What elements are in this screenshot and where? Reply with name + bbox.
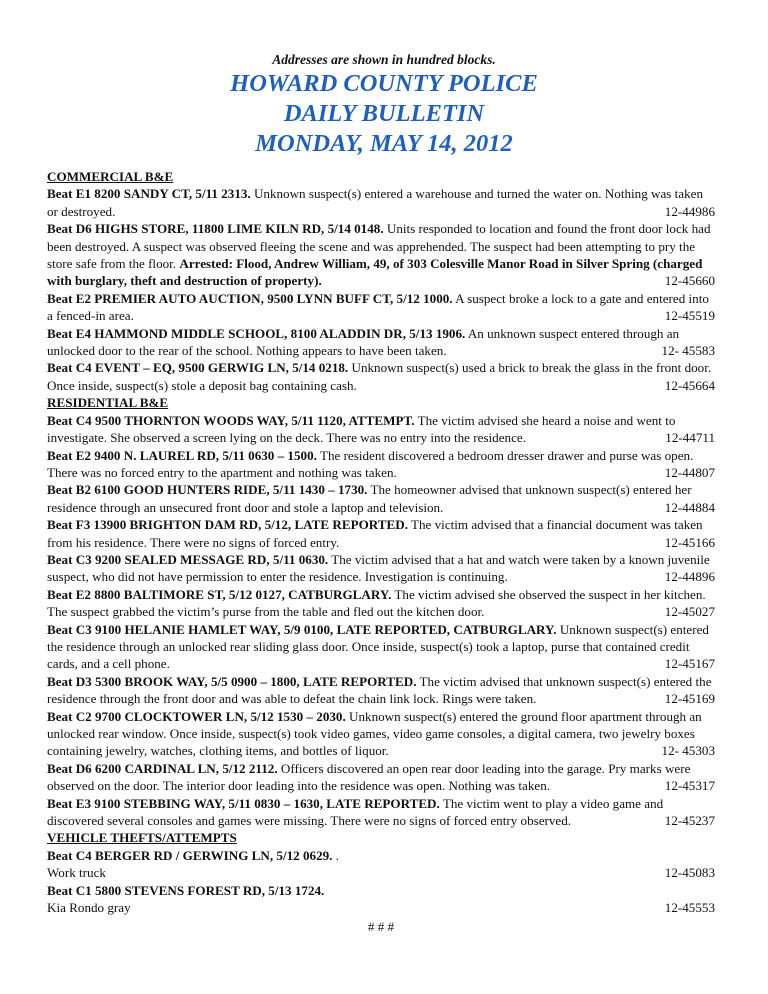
incident-number: 12-45083 <box>664 865 715 881</box>
entry-header: Beat C1 5800 STEVENS FOREST RD, 5/13 1724. <box>47 882 325 898</box>
entry-header: Beat E2 9400 N. LAUREL RD, 5/11 0630 – 1500. <box>47 447 317 463</box>
incident-number: 12-45660 <box>664 273 715 289</box>
entry-header: Beat E1 8200 SANDY CT, 5/11 2313. <box>47 186 251 202</box>
entry-text: The victim went to play a video game and discovered several consoles and games were missing. There were no signs of forced entry observed. <box>47 795 664 829</box>
entry-text: The resident discovered a bedroom dresser drawer and purse was open. There was no forced entry to the apartment and nothing was taken. <box>47 447 694 480</box>
arrest-text: Arrested: Flood, Andrew William, 49, of 303 Colesville Manor Road in Silver Spring (charged with burglary, theft and destruction of property). <box>47 256 703 289</box>
title-date: MONDAY, MAY 14, 2012 <box>255 130 513 157</box>
incident-number: 12- 45583 <box>661 343 715 359</box>
incident-number: 12-44711 <box>665 430 715 446</box>
hundred-blocks-note: Addresses are shown in hundred blocks. <box>272 52 496 67</box>
entry <box>47 325 715 360</box>
incident-number: 12-45519 <box>664 308 715 324</box>
entry-header: Beat E2 PREMIER AUTO AUCTION, 9500 LYNN BUFF CT, 5/12 1000. <box>47 290 453 306</box>
entry-header: Beat C3 9200 SEALED MESSAGE RD, 5/11 0630. <box>47 551 329 567</box>
entry-text: Unknown suspect(s) entered the residence through an unlocked rear sliding glass door. Once inside, suspect(s) took a laptop, purse that contained credit cards, and a cell phone. <box>47 621 709 672</box>
entry <box>47 551 715 586</box>
entry-header: Beat D6 HIGHS STORE, 11800 LIME KILN RD, 5/14 0148. <box>47 221 384 237</box>
entry-text: A suspect broke a lock to a gate and entered into a fenced-in area. <box>47 290 709 324</box>
end-mark: # # # <box>367 919 395 935</box>
vehicle-description: Work truck <box>47 865 106 881</box>
entry-header: Beat E3 9100 STEBBING WAY, 5/11 0830 – 1630, LATE REPORTED. <box>47 795 440 811</box>
incident-number: 12-45237 <box>664 813 715 829</box>
entry <box>47 516 715 551</box>
entry <box>47 621 715 673</box>
entry-text: The victim advised that a financial document was taken from his residence. There were no signs of forced entry. <box>47 517 703 550</box>
incident-number: 12-44884 <box>664 499 715 515</box>
incident-number: 12-45553 <box>664 900 715 916</box>
entry <box>47 882 715 899</box>
entry-header: Beat D3 5300 BROOK WAY, 5/5 0900 – 1800, LATE REPORTED. <box>47 673 417 689</box>
entry-header: Beat C2 9700 CLOCKTOWER LN, 5/12 1530 – 2030. <box>47 708 346 724</box>
bulletin-body <box>47 168 715 936</box>
entry-text: . <box>332 847 339 863</box>
entry-text: An unknown suspect entered through an unlocked door to the rear of the school. Nothing appears to have been taken. <box>47 325 680 359</box>
entry-text: Unknown suspect(s) used a brick to break the glass in the front door. Once inside, suspect(s) stole a deposit bag containing cash. <box>47 360 712 393</box>
entry <box>47 447 715 482</box>
entry <box>47 586 715 621</box>
incident-number: 12-45166 <box>664 534 715 550</box>
incident-number: 12-44986 <box>664 203 715 219</box>
entry <box>47 708 715 760</box>
incident-number: 12-45317 <box>664 778 715 794</box>
entry-header: Beat B2 6100 GOOD HUNTERS RIDE, 5/11 1430 – 1730. <box>47 482 368 498</box>
entry <box>47 412 715 447</box>
incident-number: 12-45664 <box>664 377 715 393</box>
entry <box>47 481 715 516</box>
entry <box>47 220 715 290</box>
section-heading-vehicle: VEHICLE THEFTS/ATTEMPTS <box>47 830 237 846</box>
entry-header: Beat C3 9100 HELANIE HAMLET WAY, 5/9 0100, LATE REPORTED, CATBURGLARY. <box>47 621 557 637</box>
entry-text: The victim advised that unknown suspect(s) entered the residence through the front door and was able to defeat the chain link lock. Rings were taken. <box>47 673 712 707</box>
title-agency: HOWARD COUNTY POLICE <box>230 70 538 97</box>
entry-header: Beat E2 8800 BALTIMORE ST, 5/12 0127, CATBURGLARY. <box>47 586 392 602</box>
entry-header: Beat C4 9500 THORNTON WOODS WAY, 5/11 1120, ATTEMPT. <box>47 412 415 428</box>
entry-text: The victim advised that a hat and watch were taken by a known juvenile suspect, who did not have permission to enter the residence. Investigation is continuing. <box>47 551 710 585</box>
entry-text: The victim advised she heard a noise and went to investigate. She observed a screen lying on the deck. There was no entry into the residence. <box>47 412 676 446</box>
entry-text: Unknown suspect(s) entered the ground floor apartment through an unlocked rear window. Once inside, suspect(s) took video games, video game consoles, a digital camera, two jewelry boxes containing jewelry, watches, clothing items, and bottles of liquor. <box>47 708 702 759</box>
vehicle-detail <box>47 864 715 881</box>
vehicle-description: Kia Rondo gray <box>47 900 131 916</box>
incident-number: 12-44896 <box>664 569 715 585</box>
entry <box>47 185 715 220</box>
entry-header: Beat D6 6200 CARDINAL LN, 5/12 2112. <box>47 760 278 776</box>
incident-number: 12-45027 <box>664 604 715 620</box>
incident-number: 12-45167 <box>664 656 715 672</box>
incident-number: 12- 45303 <box>661 743 715 759</box>
entry <box>47 290 715 325</box>
entry-header: Beat E4 HAMMOND MIDDLE SCHOOL, 8100 ALADDIN DR, 5/13 1906. <box>47 325 466 341</box>
entry <box>47 673 715 708</box>
entry-text: Officers discovered an open rear door leading into the garage. Pry marks were observed on the door. The interior door leading into the residence was open. Nothing was taken. <box>47 760 691 794</box>
entry-text: Unknown suspect(s) entered a warehouse and turned the water on. Nothing was taken or destroyed. <box>47 186 704 219</box>
incident-number: 12-44807 <box>664 464 715 480</box>
entry <box>47 760 715 795</box>
entry-text: The homeowner advised that unknown suspect(s) entered her residence through an unsecured front door and stole a laptop and television. <box>47 482 692 515</box>
entry-header: Beat C4 BERGER RD / GERWING LN, 5/12 0629. <box>47 847 333 863</box>
title-bulletin: DAILY BULLETIN <box>283 100 485 127</box>
incident-number: 12-45169 <box>664 691 715 707</box>
entry <box>47 847 715 864</box>
entry <box>47 795 715 830</box>
entry-header: Beat F3 13900 BRIGHTON DAM RD, 5/12, LATE REPORTED. <box>47 517 408 533</box>
entry-header: Beat C4 EVENT – EQ, 9500 GERWIG LN, 5/14 0218. <box>47 360 349 376</box>
entry <box>47 359 715 394</box>
section-heading-commercial: COMMERCIAL B&E <box>47 169 174 184</box>
entry-text: The victim advised she observed the suspect in her kitchen. The suspect grabbed the victim’s purse from the table and fled out the kitchen door. <box>47 586 706 620</box>
entry-text: Units responded to location and found the front door lock had been destroyed. A suspect was observed fleeing the scene and was apprehended. The suspect had been attempting to pry the store safe from the floor. <box>47 221 711 272</box>
vehicle-detail <box>47 899 715 916</box>
section-heading-residential: RESIDENTIAL B&E <box>47 395 169 411</box>
